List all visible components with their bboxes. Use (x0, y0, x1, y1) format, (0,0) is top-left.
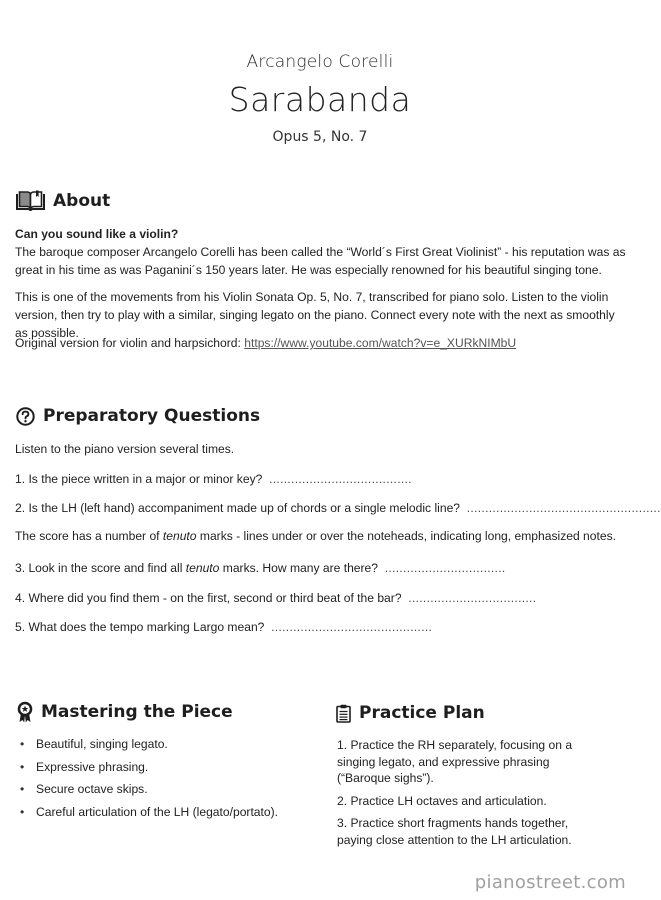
question-5-text: 5. What does the tempo marking Largo mean? (15, 620, 265, 634)
question-circle-icon (16, 407, 35, 426)
clipboard-icon (336, 704, 351, 723)
question-3-text-end: marks. How many are there? (219, 561, 379, 575)
questions-heading-text: Preparatory Questions (43, 406, 261, 426)
about-subheading: Can you sound like a violin? (15, 227, 179, 241)
tenuto-term: tenuto (162, 529, 197, 543)
about-heading-text: About (53, 191, 111, 211)
mastering-item: • Secure octave skips. (16, 782, 278, 805)
practice-step: 2. Practice LH octaves and articulation. (337, 793, 547, 808)
about-heading (16, 190, 110, 212)
questions-intro: Listen to the piano version several times. (15, 442, 235, 456)
question-2-answer-blank[interactable]: ..................................................... (466, 501, 661, 515)
question-2-text: 2. Is the LH (left hand) accompaniment made up of chords or a single melodic line? (15, 501, 461, 515)
question-4-text: 4. Where did you find them - on the first, second or third beat of the bar? (15, 591, 402, 605)
tenuto-explanation (15, 529, 616, 543)
question-1 (15, 472, 412, 486)
practice-steps (337, 737, 577, 854)
piece-title: Sarabanda (228, 80, 412, 119)
tenuto-explanation-end: marks - lines under or over the noteheads, indicating long, emphasized notes. (196, 529, 617, 543)
mastering-item: • Beautiful, singing legato. (16, 737, 278, 760)
question-1-answer-blank[interactable]: ....................................... (269, 472, 412, 486)
question-3-text-start: 3. Look in the score and find all (15, 561, 186, 575)
award-ribbon-icon (17, 701, 33, 723)
tenuto-explanation-start: The score has a number of (15, 529, 163, 543)
questions-heading (16, 406, 260, 426)
about-paragraph-1: The baroque composer Arcangelo Corelli has been called the “World´s First Great Violinist” - his reputation was as great in his time as was Paganini´s 150 years later. He was especially renowned for his beautiful singing tone. (15, 245, 626, 277)
original-version-label: Original version for violin and harpsichord: (15, 336, 241, 350)
question-3-tenuto-term: tenuto (185, 561, 220, 575)
opus-number: Opus 5, No. 7 (272, 129, 368, 145)
question-4 (15, 591, 536, 605)
question-1-text: 1. Is the piece written in a major or minor key? (15, 472, 263, 486)
about-paragraph-2: This is one of the movements from his Violin Sonata Op. 5, No. 7, transcribed for piano solo. Listen to the violin version, then try to play with a similar, singing legato on the piano. Connect every note with the next as smoothly as possible. (15, 290, 615, 340)
mastering-heading (17, 701, 233, 723)
pianostreet-brand: pianostreet.com (474, 872, 626, 893)
question-5-answer-blank[interactable]: ............................................ (271, 620, 433, 634)
question-2 (15, 501, 661, 515)
original-version-line (15, 334, 516, 352)
practice-step: 3. Practice short fragments hands together, paying close attention to the LH articulation. (337, 816, 572, 847)
youtube-link[interactable]: https://www.youtube.com/watch?v=e_XURkNIMbU (244, 336, 517, 350)
mastering-list (16, 737, 278, 827)
mastering-heading-text: Mastering the Piece (41, 702, 233, 722)
question-4-answer-blank[interactable]: ................................... (408, 591, 537, 605)
practice-heading (336, 703, 485, 723)
mastering-item: • Expressive phrasing. (16, 760, 278, 783)
practice-heading-text: Practice Plan (359, 703, 485, 723)
mastering-item: • Careful articulation of the LH (legato/portato). (16, 805, 278, 828)
book-icon (16, 190, 45, 212)
question-3 (15, 561, 506, 575)
question-3-answer-blank[interactable]: ................................. (384, 561, 506, 575)
question-5 (15, 620, 432, 634)
practice-step: 1. Practice the RH separately, focusing on a singing legato, and expressive phrasing (“Baroque sighs”). (337, 738, 573, 785)
composer-name: Arcangelo Corelli (246, 52, 394, 72)
